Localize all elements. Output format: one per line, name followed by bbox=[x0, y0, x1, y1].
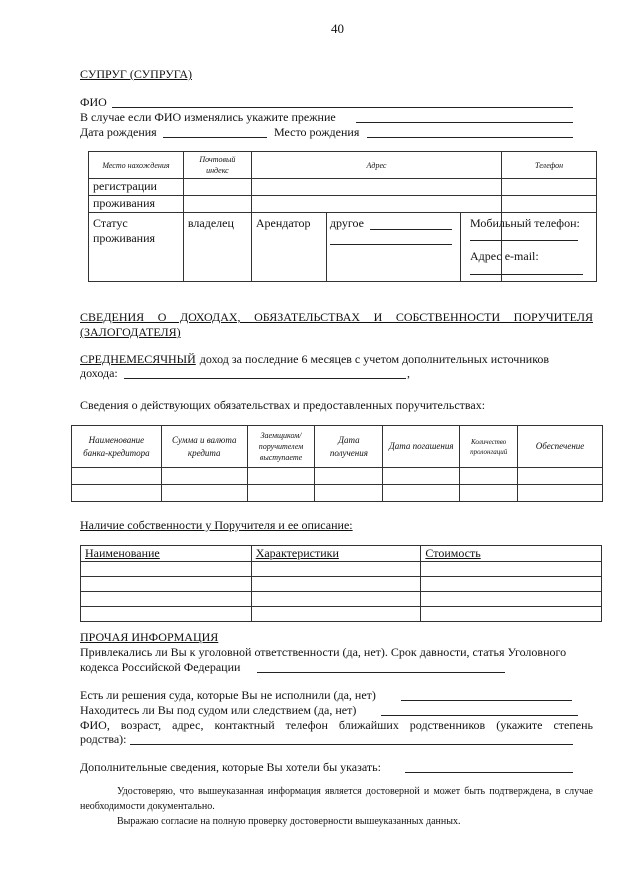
relatives-field[interactable] bbox=[130, 744, 573, 745]
table-cell[interactable] bbox=[421, 577, 602, 592]
table-cell[interactable] bbox=[161, 485, 247, 502]
cell-residence-phone[interactable] bbox=[502, 196, 597, 213]
header-collateral: Обеспечение bbox=[518, 426, 603, 468]
avg-income-line bbox=[80, 352, 593, 367]
header-prolongations: Количество пролонгаций bbox=[460, 426, 518, 468]
header-phone: Телефон bbox=[502, 152, 597, 179]
table-cell[interactable] bbox=[460, 468, 518, 485]
header-date-received: Дата получения bbox=[315, 426, 383, 468]
fio-label: ФИО bbox=[80, 95, 107, 109]
table-cell[interactable] bbox=[81, 562, 252, 577]
court-decisions-question: Есть ли решения суда, которые Вы не исполнили (да, нет) bbox=[80, 688, 376, 702]
avg-income-text: доход за последние 6 месяцев с учетом дополнительных источников bbox=[199, 352, 550, 366]
birth-place-field[interactable] bbox=[367, 137, 573, 138]
table-cell[interactable] bbox=[247, 485, 315, 502]
table-cell[interactable] bbox=[247, 468, 315, 485]
income-heading-text: СВЕДЕНИЯ О ДОХОДАХ, ОБЯЗАТЕЛЬСТВАХ И СОБСТВЕННОСТИ ПОРУЧИТЕЛЯ (ЗАЛОГОДАТЕЛЯ) bbox=[80, 310, 593, 339]
row-label-registration: регистрации bbox=[89, 179, 184, 196]
table-cell[interactable] bbox=[81, 577, 252, 592]
email-field[interactable] bbox=[470, 274, 583, 275]
table-cell[interactable] bbox=[251, 577, 421, 592]
birth-date-field[interactable] bbox=[163, 137, 267, 138]
additional-info-field[interactable] bbox=[405, 772, 573, 773]
header-address: Адрес bbox=[251, 152, 501, 179]
table-cell[interactable] bbox=[383, 468, 460, 485]
table-cell[interactable] bbox=[460, 485, 518, 502]
income-heading bbox=[80, 310, 593, 340]
table-cell[interactable] bbox=[81, 607, 252, 622]
prev-fio-field[interactable] bbox=[356, 122, 573, 123]
obligations-table bbox=[71, 425, 603, 502]
mobile-label: Мобильный телефон: bbox=[470, 216, 580, 230]
status-other-field[interactable] bbox=[370, 229, 452, 230]
table-cell[interactable] bbox=[315, 485, 383, 502]
criminal-question: Привлекались ли Вы к уголовной ответственности (да, нет). Срок давности, статья Уголовного bbox=[80, 645, 567, 659]
birth-place-label: Место рождения bbox=[274, 125, 360, 139]
cell-registration-address[interactable] bbox=[251, 179, 501, 196]
header-amount: Сумма и валюта кредита bbox=[161, 426, 247, 468]
spouse-heading: СУПРУГ (СУПРУГА) bbox=[80, 67, 192, 81]
status-other[interactable]: другое bbox=[329, 216, 364, 230]
header-value: Стоимость bbox=[421, 546, 602, 562]
status-other-field-2[interactable] bbox=[330, 244, 452, 245]
table-cell[interactable] bbox=[421, 607, 602, 622]
court-decisions-field[interactable] bbox=[401, 700, 572, 701]
birth-date-label: Дата рождения bbox=[80, 125, 157, 139]
cell-residence-address[interactable] bbox=[251, 196, 501, 213]
status-tenant[interactable]: Арендатор bbox=[255, 216, 311, 230]
under-investigation-field[interactable] bbox=[381, 715, 578, 716]
avg-income-word: СРЕДНЕМЕСЯЧНЫЙ bbox=[80, 352, 196, 366]
avg-income-field[interactable] bbox=[124, 378, 406, 379]
avg-income-label: дохода: bbox=[80, 366, 118, 380]
header-name: Наименование bbox=[81, 546, 252, 562]
certify-text: Удостоверяю, что вышеуказанная информация является достоверной и может быть подтверждена, в случае необходимости документально. bbox=[80, 786, 593, 812]
consent-text: Выражаю согласие на полную проверку достоверности вышеуказанных данных. bbox=[117, 816, 461, 827]
avg-income-comma: , bbox=[407, 366, 410, 380]
property-table bbox=[80, 545, 602, 622]
header-postal-code: Почтовый индекс bbox=[183, 152, 251, 179]
table-cell[interactable] bbox=[518, 485, 603, 502]
status-divider bbox=[326, 213, 327, 281]
additional-info-label: Дополнительные сведения, которые Вы хотели бы указать: bbox=[80, 760, 381, 774]
page-number: 40 bbox=[331, 21, 344, 36]
header-role: Заемщиком/ поручителем выступаете bbox=[247, 426, 315, 468]
status-owner[interactable]: владелец bbox=[183, 213, 251, 282]
table-cell[interactable] bbox=[251, 562, 421, 577]
header-location: Место нахождения bbox=[89, 152, 184, 179]
table-cell[interactable] bbox=[421, 592, 602, 607]
table-cell[interactable] bbox=[72, 485, 162, 502]
table-cell[interactable] bbox=[81, 592, 252, 607]
other-heading: ПРОЧАЯ ИНФОРМАЦИЯ bbox=[80, 630, 219, 644]
cell-registration-phone[interactable] bbox=[502, 179, 597, 196]
prev-fio-label: В случае если ФИО изменялись укажите прежние bbox=[80, 110, 336, 124]
status-options-cell bbox=[251, 213, 501, 282]
obligations-label: Сведения о действующих обязательствах и предоставленных поручительствах: bbox=[80, 398, 486, 412]
cell-residence-postal[interactable] bbox=[183, 196, 251, 213]
header-creditor: Наименование банка-кредитора bbox=[72, 426, 162, 468]
table-cell[interactable] bbox=[72, 468, 162, 485]
row-label-residence: проживания bbox=[89, 196, 184, 213]
header-date-repaid: Дата погашения bbox=[383, 426, 460, 468]
status-divider-2 bbox=[460, 213, 461, 281]
table-cell[interactable] bbox=[251, 607, 421, 622]
header-characteristics: Характеристики bbox=[251, 546, 421, 562]
relatives-question-2: родства): bbox=[80, 732, 127, 746]
mobile-field[interactable] bbox=[470, 240, 578, 241]
property-label: Наличие собственности у Поручителя и ее описание: bbox=[80, 518, 353, 532]
table-cell[interactable] bbox=[421, 562, 602, 577]
table-cell[interactable] bbox=[251, 592, 421, 607]
table-cell[interactable] bbox=[161, 468, 247, 485]
cell-registration-postal[interactable] bbox=[183, 179, 251, 196]
table-cell[interactable] bbox=[315, 468, 383, 485]
status-label: Статус проживания bbox=[89, 213, 184, 282]
relatives-question: ФИО, возраст, адрес, контактный телефон ближайших родственников (укажите степень bbox=[80, 718, 593, 732]
email-label: Адрес e-mail: bbox=[470, 249, 539, 263]
criminal-question-2: кодекса Российской Федерации bbox=[80, 660, 241, 674]
criminal-field[interactable] bbox=[257, 672, 505, 673]
table-cell[interactable] bbox=[518, 468, 603, 485]
table-cell[interactable] bbox=[383, 485, 460, 502]
under-investigation-question: Находитесь ли Вы под судом или следствием (да, нет) bbox=[80, 703, 357, 717]
fio-field[interactable] bbox=[112, 107, 573, 108]
